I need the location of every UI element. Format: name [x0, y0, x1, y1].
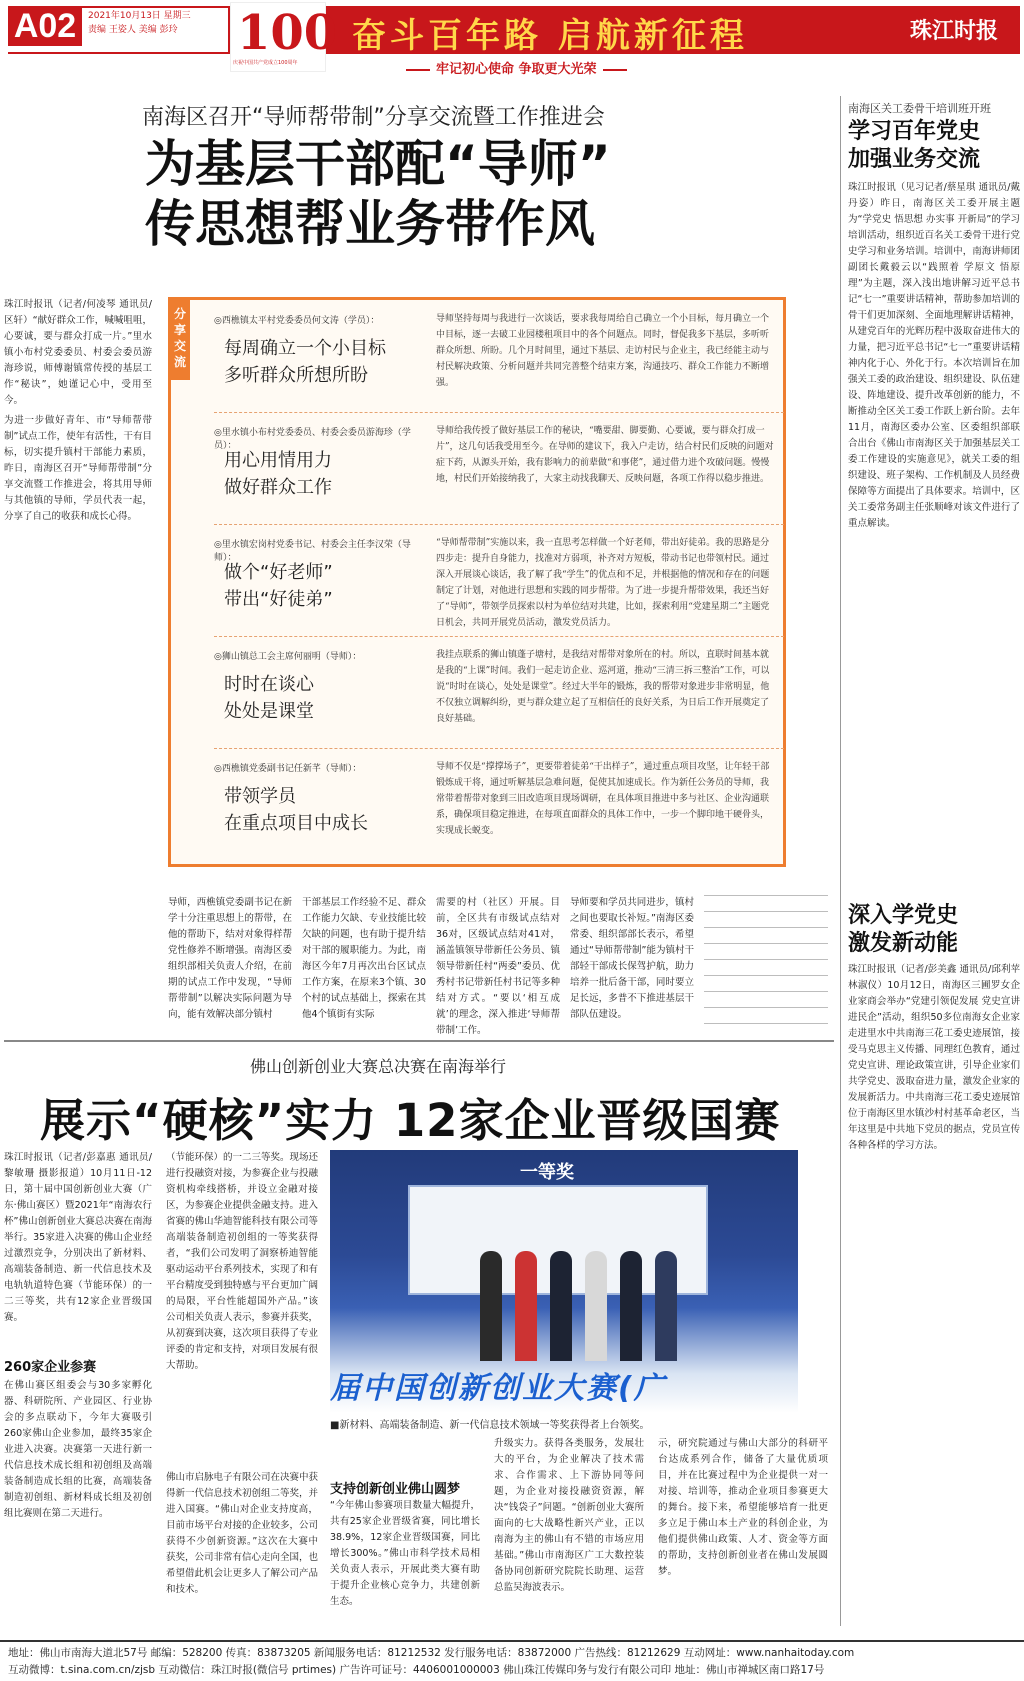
article2-sub1-text: 在佛山赛区组委会与30多家孵化器、科研院所、产业园区、行业协会的多点联动下，今年大赛吸引260家佛山企业参加，最终35家企业进入决赛。决赛第一天进行新一代信息技术成长组和初创组及高端装备制造成长组的比赛，高端装备制造初创组、新材料成长组及初创组比赛则在第二天进行。: [4, 1380, 152, 1519]
article1-column: 需要的村（社区）开展。目前，全区共有市级试点结对36对，区级试点结对41对，涵盖镇领导带新任公务员、镇领导带新任村“两委”委员、优秀村书记带新任村书记等多种结对方式。“要以‘相互成就’的理念，深入推进‘导师帮带制’工作。: [436, 897, 560, 1036]
mentor-item: [214, 753, 784, 861]
person-figure: [480, 1251, 502, 1361]
person-figure: [550, 1251, 572, 1361]
right-story2-text: 珠江时报讯（记者/彭美鑫 通讯员/邱利苹 林淑仪）10月12日，南海区三圃罗女企业家商会举办“党建引领促发展 党史宣讲进民企”活动，组织50多位南海女企业家走进里水中共南海三花工委史迹展馆，接受马克思主义传播、同理红色教育，通过党史宣讲、理论政策宣讲，引导企业家们共学党史、汲取奋进力量，激发企业家的发展新活力。中共南海三花工委史迹展馆位于南海区里水镇沙村村基革命老区，当年这里是中共地下党员的据点，党员宣传各种各样的学习方法。: [848, 964, 1020, 1151]
masthead-slogan: 奋斗百年路 启航新征程: [352, 16, 748, 56]
article2-subhead-1: 260家企业参赛: [4, 1360, 97, 1375]
photo-banner-text: 届中国创新创业大赛(广: [330, 1371, 666, 1406]
article1-headline-line1: 为基层干部配“导师”: [145, 135, 611, 193]
right-story1-headline: 学习百年党史 加强业务交流: [848, 119, 981, 172]
article2-lead: 珠江时报讯（记者/彭嘉惠 通讯员/黎敏珊 摄影报道）10月11日-12日，第十届中国创新创业大赛（广东·佛山赛区）暨2021年“南海农行杯”佛山创新创业大赛总决赛在南海举行。35家进入决赛的佛山企业经过激烈竞争，分别决出了新材料、高端装备制造、新一代信息技术及电轨轨道特色赛（节能环保）的一二三等奖，共有12家企业晋级国赛。: [4, 1152, 152, 1323]
mentor-name: ◎狮山镇总工会主席何丽明（导师）：: [214, 652, 362, 662]
mentor-item: [214, 417, 784, 525]
column-divider: [840, 96, 841, 1626]
article2-column: 升级实力。获得各类服务，发展壮大的平台，为企业解决了技术需求、合作需求、上下游协同等问题，为企业对接投融资资源，解决“钱袋子”问题。“创新创业大赛所面向的七大战略性新兴产业，正以南海为主的佛山有不错的市场应用基础。”佛山市南海区广工大数控装备协同创新研究院院长助理、运营总监吴海波表示。: [494, 1438, 644, 1593]
masthead: [0, 0, 1024, 82]
mentor-text: 导师不仅是“撑撑场子”，更要带着徒弟“干出样子”，通过重点项目攻坚，让年轻干部锻炼成干将，通过听解基层急难问题，促使其加速成长。作为新任公务员的导师，我常带着帮带对象到三旧改造项目现场调研，在具体项目推进中多与社区、企业沟通联系，确保项目稳定推进，在每项直面群众的具体工作中，一步一个脚印地干硬骨头，实现成长蜕变。: [436, 762, 770, 836]
article2-headline: 展示“硬核”实力 12家企业晋级国赛: [40, 1094, 781, 1147]
article1-col1-more: 为进一步做好青年、市“导师帮带制”试点工作，使年有活性，干有目标，切实提升镇村干部能力素质，昨日，南海区召开“导师帮带制”分享交流暨工作推进会，将其用导师与其他镇的导师，学员代表一起，分享了自己的收获和成长心得。: [4, 415, 152, 522]
issue-date: 2021年10月13日 星期三: [88, 11, 191, 21]
article2-column: 佛山市启脉电子有限公司在决赛中获得新一代信息技术初创组二等奖，并进入国赛。“佛山对企业支持度高，目前市场平台对接的企业较多，公司获得不少创新资源。”这次在大赛中获奖，公司非常有信心走向全国，也希望借此机会让更多人了解公司产品和技术。: [166, 1472, 319, 1595]
mentor-quote: 用心用情用力 做好群众工作: [224, 450, 332, 498]
section-divider: [4, 1040, 834, 1042]
photo-award-text: 一等奖: [520, 1162, 574, 1183]
masthead-subslogan: 牢记初心使命 争取更大光荣: [400, 58, 633, 77]
article2-sub2-text: “今年佛山参赛项目数量大幅提升，共有25家企业晋级省赛，同比增长38.9%，12家企业晋级国赛，同比增长300%。”佛山市科学技术局相关负责人表示，开展此类大赛有助于提升企业核心竞争力，共建创新生态。: [330, 1500, 480, 1607]
article1-column: 干部基层工作经验不足、群众工作能力欠缺、专业技能比较欠缺的问题，也有助于提升结对干部的履职能力。为此，南海区今年7月再次出台区试点工作方案，在原来3个镇、30个村的试点基础上，探索在其他4个镇街有实际: [302, 897, 426, 1020]
article1-left-column: [4, 297, 152, 1017]
mentor-name: ◎西樵镇太平村党委委员何文涛（学员）：: [214, 316, 380, 326]
article1-column: 导师要和学员共同进步，镇村之间也要取长补短。”南海区委常委、组织部部长表示，希望通过“导师帮带制”能为镇村干部轻干部成长保驾护航，助力培养一批后备干部，同时要立足长远，多普不下推进基层干部队伍建设。: [570, 897, 694, 1020]
mentor-item: [214, 305, 784, 413]
newspaper-brand: 珠江时报: [910, 18, 999, 44]
mentor-name: ◎里水镇宏岗村党委书记、村委会主任李汉荣（导师）：: [214, 540, 411, 563]
article2-kicker: 佛山创新创业大赛总决赛在南海举行: [250, 1057, 507, 1076]
mentor-text: 导师给我传授了做好基层工作的秘诀，“嘴要甜、脚要勤、心要诚，要与群众打成一片”，这几句话我受用至今。在导师的建议下，我入户走访，结合村民们反映的问题对症下药，从源头开始，我有影响力的前辈做“和事佬”，通过借力进个攻破问题。慢慢地，村民们开始接纳我了，大家主动找我聊天、反映问题，各项工作得以稳步推进。: [436, 426, 774, 484]
editor-line: 责编 王姿人 美编 彭玲: [88, 25, 178, 35]
mentor-text: “导师帮带制”实施以来，我一直思考怎样做一个好老师，带出好徒弟。我的思路是分四步走：提升自身能力，找准对方弱项，补齐对方短板，带动书记也带领村民。通过深入开展谈心谈话，我了解了我“学生”的优点和不足，并根据他的情况和存在的问题制定了计划，对他进行思想和实践的同步帮带。为了进一步提升帮带效果，我还当好了“导师”，带领学员探索以村为单位结对共建，比如，探索利用“党建星期二”主题党日机会，共同开展党员活动，激发党员活力。: [436, 538, 770, 628]
award-photo: [330, 1150, 798, 1413]
mentor-quote: 时时在谈心 处处是课堂: [224, 674, 314, 722]
right-story2-headline: 深入学党史 激发新动能: [848, 903, 959, 956]
article1-headline-line2: 传思想帮业务带作风: [145, 195, 595, 253]
centenary-caption: 庆祝中国共产党成立100周年: [233, 60, 298, 66]
footer-line-1: 地址：佛山市南海大道北57号 邮编：528200 传真：83873205 新闻服务电话：81212532 发行服务电话：83872000 广告热线：81212629 互动网址：www.nanhaitoday.com: [8, 1647, 855, 1659]
article1-headline: [145, 134, 705, 254]
mentor-quote: 每周确立一个小目标 多听群众所想所盼: [224, 338, 386, 386]
right-story2: [848, 900, 1020, 1632]
mentor-name: ◎西樵镇党委副书记任新芊（导师）：: [214, 764, 362, 774]
centenary-logo-icon: [230, 2, 338, 72]
page-number: A02: [8, 6, 82, 46]
mentor-quote: 做个“好老师” 带出“好徒弟”: [224, 562, 333, 610]
person-figure: [620, 1251, 642, 1361]
mentor-quote: 带领学员 在重点项目中成长: [224, 786, 368, 834]
mentor-list: [190, 305, 784, 865]
right-column: [848, 100, 1020, 880]
article2-column: （节能环保）的一二三等奖。现场还进行投融资对接，为参赛企业与投融资机构牵线搭桥，并设立金融对接区，为参赛企业提供金融支持。进入省赛的佛山华迪智能科技有限公司等高端装备制造初创组的一等奖获得者，“我们公司发明了洞察桥迪智能驱动运动平台系列技术，实现了和有平台精度受到独特感与平台更加广阔的局限，平台性能超国外产品。”该公司相关负责人表示，参赛并获奖，从初赛到决赛，这次项目获得了专业评委的肯定和支持，对项目发展有很大帮助。: [166, 1152, 319, 1371]
footer-line-2: 互动微博：t.sina.com.cn/zjsb 互动微信：珠江时报(微信号 prtimes) 广告许可证号：4406001000003 佛山珠江传媒印务与发行有限公司印 地址：佛山市禅城区南口路17号: [8, 1664, 825, 1676]
article2-column: 示，研究院通过与佛山大部分的科研平台达成系列合作，储备了大量优质项目，并在比赛过程中为企业提供一对一对接、培训等，推动企业项目参赛更大的舞台。接下来，希望能够培育一批更多立足于佛山本土产业的科创企业，为他们提供佛山政策、人才、资金等方面的帮助，支持创新创业者在佛山发展圆梦。: [658, 1438, 828, 1577]
article1-lead: 珠江时报讯（记者/何凌琴 通讯员/区轩）“献好群众工作，喊喊咀咀，心要诚，要与群众打成一片。”里水镇小布村党委委员、村委会委员游海珍说，师傅谢镇常传授的基层工作“秘诀”，她谨记心中，受用至今。: [4, 299, 152, 406]
right-story1-text: 珠江时报讯（见习记者/蔡星琪 通讯员/戴丹姿）昨日，南海区关工委开展主题为“学党史 悟思想 办实事 开新局”的学习培训活动，组织近百名关工委骨干进行党史学习和业务培训。培训中，南海讲师团副团长戴毅云以“践照着 学原文 悟原理”为主题，深入浅出地讲解习近平总书记“七一”重要讲话精神，帮助参加培训的骨干们更加深刻、全面地理解讲话精神，从建党百年的光辉历程中汲取奋进伟大的力量，把习近平总书记“七一”重要讲话精神内化于心、外化于行。本次培训旨在加强关工委的政治建设、组织建设、队伍建设、阵地建设、提升改革创新的能力，不断推动全区关工委工作跃上新台阶。去年11月，南海区委办公室、区委组织部联合出台《佛山市南海区关于加强基层关工委工作建设的实施意见》，就关工委的组织建设、班子架构、工作机制及人员经费保障等方面提出了具体要求。培训中，区关工委常务副主任张顺峰对该文件进行了重点解读。: [848, 182, 1020, 529]
centenary-mark: 100: [237, 5, 338, 61]
article1-kicker: 南海区召开“导师帮带制”分享交流暨工作推进会: [142, 105, 605, 130]
page-footer: [0, 1640, 1024, 1681]
person-figure: [655, 1251, 677, 1361]
article1-column-filler: [704, 895, 828, 1025]
mentor-item: [214, 641, 784, 749]
right-story1-kicker: 南海区关工委骨干培训班开班: [848, 102, 991, 115]
article1-column: 导师，西樵镇党委副书记在新学十分注重思想上的帮带，在他的帮助下，结对对象得样帮党性修养不断增强。南海区委组织部相关负责人介绍，在前期的试点工作中发现，“导师帮带制”以解决实际问题为导向，能有效解决部分镇村: [168, 897, 292, 1020]
mentor-item: [214, 529, 784, 637]
photo-caption: ■新材料、高端装备制造、新一代信息技术领域一等奖获得者上台领奖。: [330, 1420, 650, 1431]
person-figure: [515, 1251, 537, 1361]
article2-subhead-2: 支持创新创业佛山圆梦: [330, 1482, 461, 1497]
mentor-text: 我挂点联系的狮山镇蓬子塘村，是我结对帮带对象所在的村。所以，直联时间基本就是我的“上课”时间。我们一起走访企业、巡河道，推动“三清三拆三整治”工作，可以说“时时在谈心，处处是课堂”。经过大半年的锻炼，我的帮带对象进步非常明显，他不仅独立调解纠纷，更与群众建立起了互相信任的良好关系，为日后工作开展奠定了良好基础。: [436, 650, 770, 724]
share-panel-tag: 分享交流: [170, 300, 190, 380]
mentor-text: 导师坚持每周与我进行一次谈话，要求我每周给自己确立一个小目标，每月确立一个中目标，逐一去破工业园楼租项目中的各个问题点。同时，督促我多下基层，多听听群众所想、所盼。几个月时间里，通过下基层、走访村民与企业主，我已经能主动与村民解决政策、分析问题并共同完善整个结束方案，沟通技巧、群众工作能力不断增强。: [436, 314, 770, 388]
mentor-name: ◎里水镇小布村党委委员、村委会委员游海珍（学员）：: [214, 428, 411, 451]
person-figure: [585, 1251, 607, 1361]
